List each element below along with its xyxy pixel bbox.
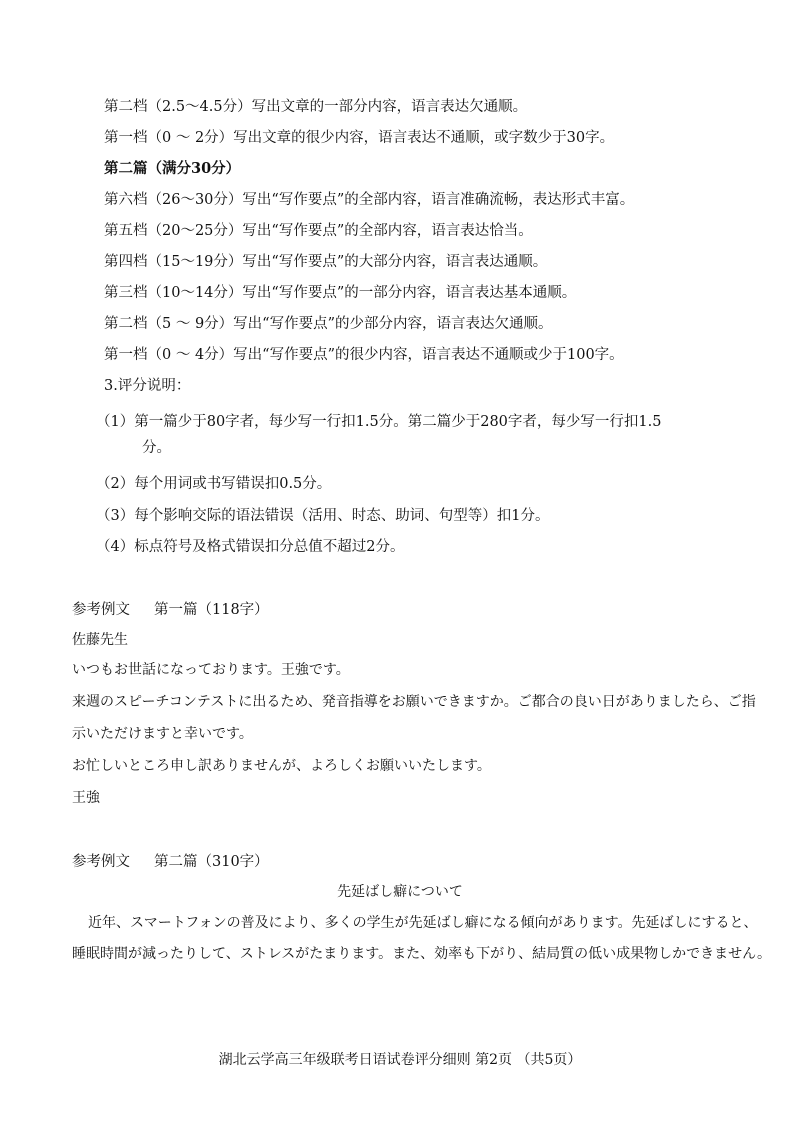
criteria-pass2-level1: 第一档（0 ～ 4分）写出“写作要点”的很少内容，语言表达不通顺或少于100字。 bbox=[104, 347, 624, 363]
criteria-pass2-level3: 第三档（10～14分）写出“写作要点”的一部分内容，语言表达基本通顺。 bbox=[104, 285, 577, 301]
example1-title: 第一篇（118字） bbox=[154, 602, 269, 618]
criteria-pass2-level2: 第二档（5 ～ 9分）写出“写作要点”的少部分内容，语言表达欠通顺。 bbox=[104, 316, 553, 332]
example1-label: 参考例文 bbox=[72, 602, 130, 618]
example1-line: お忙しいところ申し訳ありませんが、よろしくお願いいたします。 bbox=[72, 758, 491, 774]
scoring-note-4: （4）标点符号及格式错误扣分总值不超过2分。 bbox=[96, 539, 405, 555]
criteria-pass1-level1: 第一档（0 ～ 2分）写出文章的很少内容，语言表达不通顺，或字数少于30字。 bbox=[104, 130, 615, 146]
scoring-note-1: （1）第一篇少于80字者，每少写一行扣1.5分。第二篇少于280字者，每少写一行扣1.5 bbox=[96, 414, 662, 430]
example1-line: 王強 bbox=[72, 790, 100, 806]
criteria-pass2-level4: 第四档（15～19分）写出“写作要点”的大部分内容，语言表达通顺。 bbox=[104, 254, 548, 270]
scoring-note-2: （2）每个用词或书写错误扣0.5分。 bbox=[96, 476, 332, 492]
scoring-note-1-continued: 分。 bbox=[142, 440, 171, 456]
criteria-pass2-level5: 第五档（20～25分）写出“写作要点”的全部内容，语言表达恰当。 bbox=[104, 223, 533, 239]
essay-title: 先延ばし癖について bbox=[337, 884, 463, 900]
example2-line: 睡眠時間が減ったりして、ストレスがたまります。また、効率も下がり、結局質の低い成果物しかできません。 bbox=[72, 946, 772, 962]
scoring-notes-heading: 3.评分说明： bbox=[104, 378, 191, 394]
example2-title: 第二篇（310字） bbox=[154, 854, 269, 870]
example2-line: 近年、スマートフォンの普及により、多くの学生が先延ばし癖になる傾向があります。先延ばしにすると、 bbox=[88, 915, 758, 931]
page-footer: 湖北云学高三年级联考日语试卷评分细则 第2页 （共5页） bbox=[218, 1052, 582, 1068]
example2-label: 参考例文 bbox=[72, 854, 130, 870]
example1-line: 佐藤先生 bbox=[72, 632, 128, 648]
criteria-pass1-level2: 第二档（2.5～4.5分）写出文章的一部分内容，语言表达欠通顺。 bbox=[104, 99, 528, 115]
example1-heading bbox=[72, 600, 269, 620]
example1-line: いつもお世話になっております。王強です。 bbox=[72, 662, 350, 678]
example1-line: 来週のスピーチコンテストに出るため、発音指導をお願いできますか。ご都合の良い日がありましたら、ご指 bbox=[72, 694, 756, 710]
scoring-note-3: （3）每个影响交际的语法错误（活用、时态、助词、句型等）扣1分。 bbox=[96, 508, 550, 524]
example2-heading bbox=[72, 852, 269, 872]
pass2-heading: 第二篇（满分30分） bbox=[104, 160, 241, 177]
example1-line: 示いただけますと幸いです。 bbox=[72, 726, 253, 742]
criteria-pass2-level6: 第六档（26～30分）写出“写作要点”的全部内容，语言准确流畅，表达形式丰富。 bbox=[104, 192, 635, 208]
